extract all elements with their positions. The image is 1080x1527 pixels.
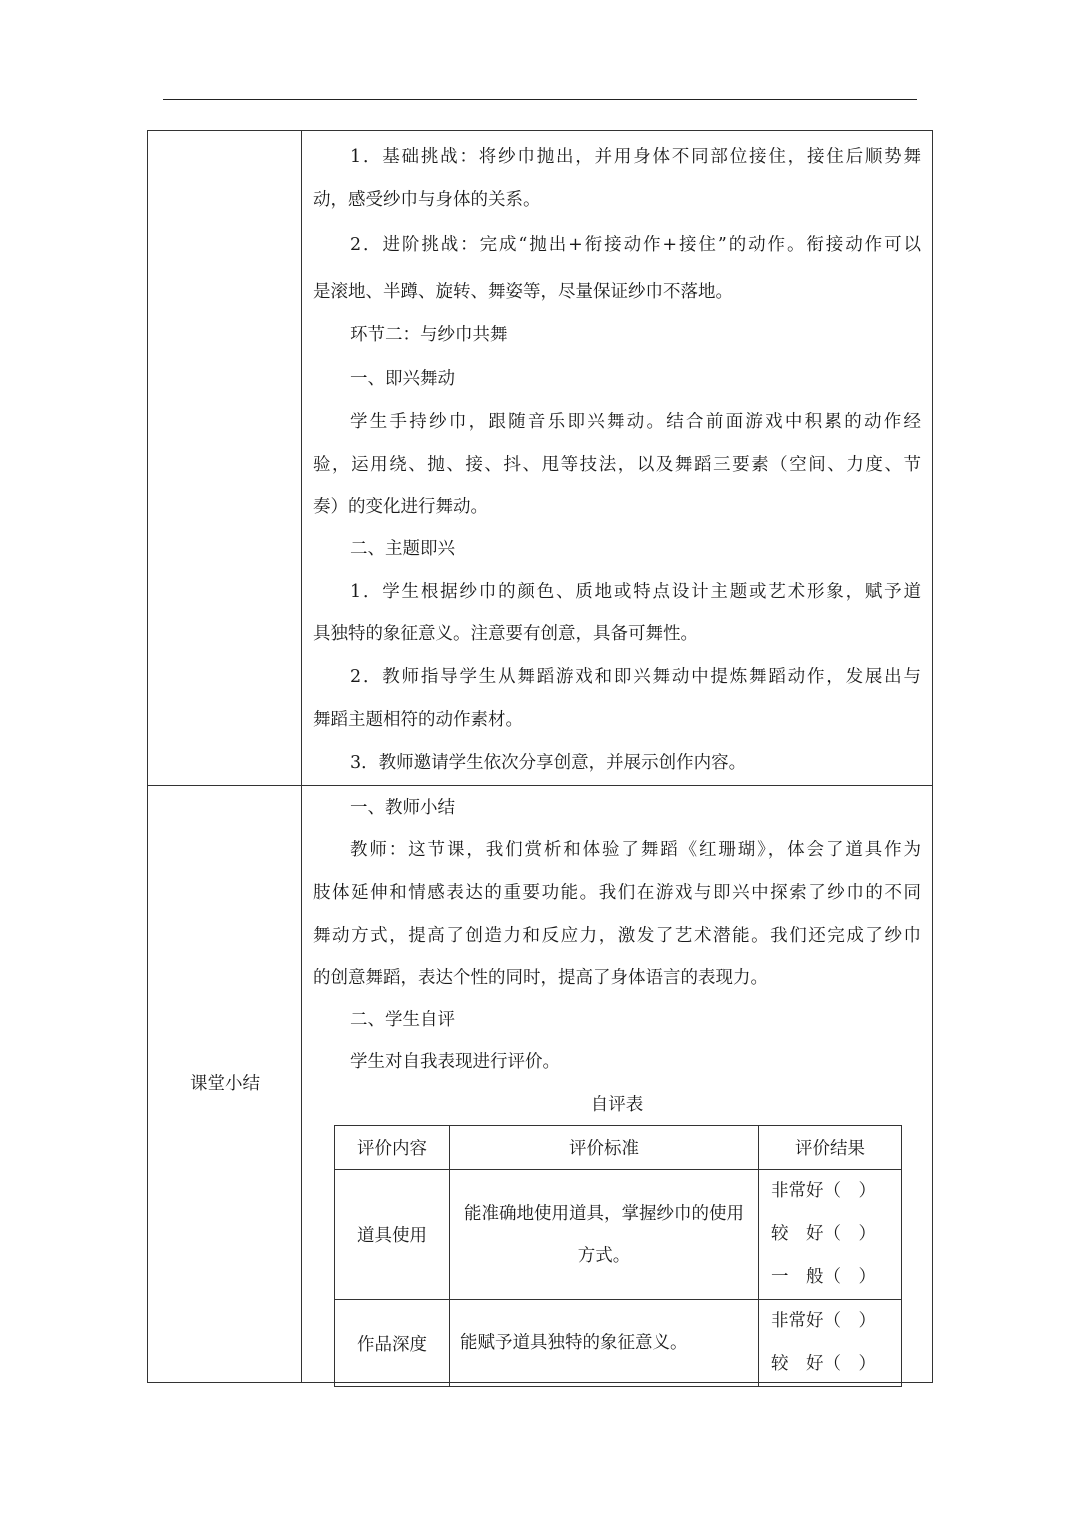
eval-item: 道具使用 — [335, 1170, 450, 1300]
result-option: 较 好（ ） — [771, 1224, 876, 1244]
text-line: 教师：这节课，我们赏析和体验了舞蹈《红珊瑚》，体会了道具作为 — [350, 840, 921, 860]
text-line: 具独特的象征意义。注意要有创意，具备可舞性。 — [313, 624, 698, 644]
section-heading: 环节二：与纱巾共舞 — [350, 325, 508, 345]
section-heading: 一、即兴舞动 — [350, 369, 455, 389]
result-option: 较 好（ ） — [771, 1354, 876, 1374]
eval-criteria: 能准确地使用道具，掌握纱巾的使用方式。 — [450, 1170, 759, 1300]
text-line: 3．教师邀请学生依次分享创意，并展示创作内容。 — [350, 753, 747, 773]
text-line: 2．进阶挑战：完成“抛出+衔接动作+接住”的动作。衔接动作可以 — [350, 235, 921, 255]
self-eval-table — [334, 1125, 902, 1387]
header-rule — [163, 99, 917, 100]
eval-results — [759, 1300, 902, 1387]
eval-criteria: 能赋予道具独特的象征意义。 — [450, 1300, 759, 1387]
text-line: 肢体延伸和情感表达的重要功能。我们在游戏与即兴中探索了纱巾的不同 — [313, 883, 921, 903]
column-divider — [301, 130, 302, 1383]
text-line: 奏）的变化进行舞动。 — [313, 497, 488, 517]
text-line: 学生对自我表现进行评价。 — [350, 1052, 560, 1072]
text-line: 学生手持纱巾，跟随音乐即兴舞动。结合前面游戏中积累的动作经 — [350, 412, 921, 432]
text-line: 动，感受纱巾与身体的关系。 — [313, 190, 541, 210]
column-header: 评价标准 — [450, 1126, 759, 1170]
table-row — [335, 1170, 902, 1300]
text-line: 1．基础挑战：将纱巾抛出，并用身体不同部位接住，接住后顺势舞 — [350, 147, 921, 167]
text-line: 舞动方式，提高了创造力和反应力，激发了艺术潜能。我们还完成了纱巾 — [313, 926, 921, 946]
summary-label: 课堂小结 — [190, 1074, 260, 1094]
section-heading: 二、学生自评 — [350, 1010, 455, 1030]
column-header: 评价内容 — [335, 1126, 450, 1170]
result-option: 非常好（ ） — [771, 1311, 876, 1331]
text-line: 验，运用绕、抛、接、抖、甩等技法，以及舞蹈三要素（空间、力度、节 — [313, 455, 921, 475]
eval-item: 作品深度 — [335, 1300, 450, 1387]
text-line: 是滚地、半蹲、旋转、舞姿等，尽量保证纱巾不落地。 — [313, 282, 733, 302]
eval-results — [759, 1170, 902, 1300]
result-option: 一 般（ ） — [771, 1267, 876, 1287]
text-line: 2．教师指导学生从舞蹈游戏和即兴舞动中提炼舞蹈动作，发展出与 — [350, 667, 921, 687]
text-line: 1．学生根据纱巾的颜色、质地或特点设计主题或艺术形象，赋予道 — [350, 582, 921, 602]
row-divider — [147, 785, 933, 786]
section-heading: 二、主题即兴 — [350, 539, 455, 559]
result-option: 非常好（ ） — [771, 1181, 876, 1201]
table-header-row — [335, 1126, 902, 1170]
column-header: 评价结果 — [759, 1126, 902, 1170]
section-heading: 一、教师小结 — [350, 798, 455, 818]
text-line: 的创意舞蹈，表达个性的同时，提高了身体语言的表现力。 — [313, 968, 768, 988]
table-caption: 自评表 — [590, 1095, 644, 1115]
table-row — [335, 1300, 902, 1387]
text-line: 舞蹈主题相符的动作素材。 — [313, 710, 523, 730]
